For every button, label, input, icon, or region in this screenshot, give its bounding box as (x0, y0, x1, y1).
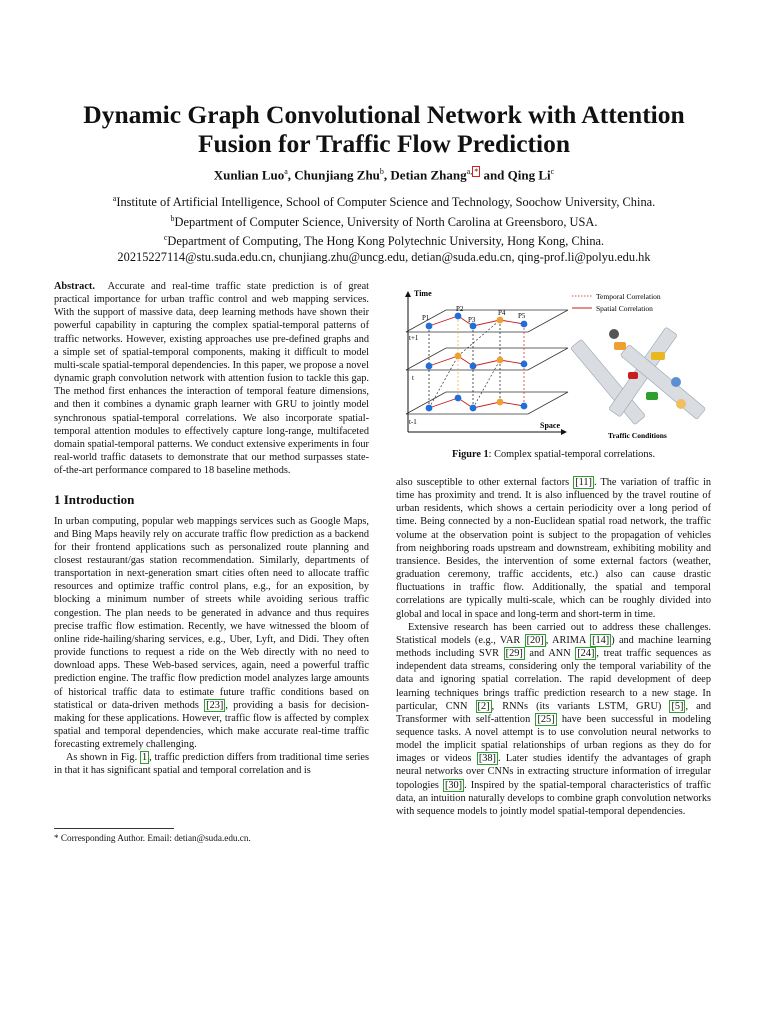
right-p2-text-10: . Inspired by the spatial-temporal characteristics of traffic data, an intuition naturally develops to combine graph convolution networks with sequence models to jointly model spatial-temporal dependencies. (396, 779, 711, 817)
node (521, 403, 528, 410)
author-emails: 20215227114@stu.suda.edu.cn, chunjiang.zhu@uncg.edu, detian@suda.edu.cn, qing-prof.li@polyu.edu.hk (117, 249, 651, 264)
author-and: and (483, 167, 505, 183)
warning-icon (609, 329, 619, 339)
citation-link[interactable]: [14] (592, 634, 610, 646)
node (497, 357, 504, 364)
author-4-sup: c (550, 167, 555, 176)
figure-1-caption (396, 448, 711, 461)
node (521, 321, 528, 328)
paper-title (40, 100, 728, 158)
node (455, 353, 462, 360)
legend-spatial-label: Spatial Correlation (596, 304, 653, 313)
author-3-sup-text: a, (466, 167, 473, 176)
figure-reference-link[interactable]: 1 (141, 752, 148, 764)
author-4: Qing Li (507, 167, 551, 183)
figure-1-caption-text: : Complex spatial-temporal correlations. (488, 449, 656, 460)
bus-icon (651, 352, 665, 360)
point-label-p2: P2 (456, 305, 464, 313)
affiliation-b-text: Department of Computer Science, University of North Carolina at Greensboro, USA. (174, 214, 598, 229)
node (426, 323, 433, 330)
abstract-text: Accurate and real-time traffic state prediction is of great practical importance for urban traffic control and web mapping services. With the support of massive data, deep learning methods have shown their powerful capability in capturing the complex spatial-temporal patterns of traffic networks. However, existing approaches use pre-defined graphs and a simple set of spatial-temporal components, making it difficult to model multi-scale spatial-temporal dependencies. In this paper, we propose a novel dynamic graph convolution network with attention fusion to tackle this gap. The method first enhances the interaction of temporal feature dimensions, and then it combines a dynamic graph learner with GRU to jointly model synchronous spatial-temporal correlations. We also incorporate spatial-temporal attention modules to effectively capture long-range, multifaceted domain spatial-temporal patterns. We conduct extensive experiments in four real-world traffic datasets to demonstrate that our method surpasses state-of-the-art performance compared to 18 baseline methods. (54, 281, 369, 477)
affiliation-c-text: Department of Computing, The Hong Kong Polytechnic University, Hong Kong, China. (167, 234, 605, 249)
citation-link[interactable]: [5] (671, 700, 684, 712)
title-line-1: Dynamic Graph Convolutional Network with Attention (83, 100, 685, 129)
right-p2-text-7: , and Transformer with self-attention (396, 700, 711, 725)
citation-link[interactable]: [25] (537, 713, 555, 725)
right-paragraph-2 (396, 621, 711, 818)
affiliation-b-sup: b (170, 213, 175, 223)
citation-link[interactable]: [20] (526, 634, 544, 646)
figure-1-caption-label: Figure 1 (451, 449, 489, 460)
affiliation-b (40, 211, 728, 231)
rain-icon (671, 377, 681, 387)
node (521, 361, 528, 368)
right-p2-text-6: , RNNs (its variants LSTM, GRU) (491, 700, 670, 712)
right-p2-text-9: . Later studies identify the advantages of graph neural networks over CNNs in extracting structure information of irregular topologies (396, 753, 711, 791)
cross-layer-links (429, 320, 500, 408)
layer-label-t-minus-1: t-1 (409, 418, 417, 426)
footnote: * Corresponding Author. Email: detian@suda.edu.cn. (54, 833, 251, 843)
node (426, 405, 433, 412)
intro-p1-text-1: In urban computing, popular web mappings services such as Google Maps, and Bing Maps heavily rely on accurate traffic flow prediction as a backend for their frontend applications such as personalized route planning and closest restaurant/gas station recommendation. Similarly, departments of transportation in next-generation smart cities often need to allocate traffic resources and optimize traffic control plans, e.g., for an exposition, by blocking a minimum number of streets while avoiding serious traffic congestion. The plan needs to be generated in advance and thus requires precise traffic flow estimation. Recently, we have witnessed the bloom of online ride-hailing/sharing services, e.g., Uber, Lyft, and Didi. They often provide functions to request a ride on the Web directly with no need to download apps. These Web-based services, again, need a powerful traffic prediction engine. The traffic flow prediction model analyzes large amounts of historical traffic data to estimate future traffic conditions based on statistical or data-driven methods (54, 515, 369, 711)
author-list: Xunlian Luo$^a$, Chunjiang Zhu$^b$, Detian Zhang$^{a, *}$ and Qing Li$^c$ (213, 167, 555, 183)
affiliation-c-sup: c (163, 233, 168, 243)
layer-label-t: t (412, 374, 414, 382)
affiliation-a-text: Institute of Artificial Intelligence, School of Computer Science and Technology, Soochow University, China. (116, 195, 656, 210)
right-paragraph-1 (396, 476, 711, 621)
affiliations (40, 191, 728, 265)
right-p2-text-4: and ANN (524, 648, 576, 660)
right-p2-text-3: ) and machine learning methods including SVR (396, 634, 711, 660)
point-label-p1: P1 (422, 314, 430, 322)
affiliation-a-sup: a (112, 194, 117, 203)
layer-label-t-plus-1: t+1 (409, 334, 419, 342)
spatial-edges (429, 316, 524, 408)
node (455, 313, 462, 320)
figure-1 (396, 282, 711, 442)
right-p1-text-1: also susceptible to other external factors (396, 477, 574, 488)
point-label-p5: P5 (518, 312, 526, 320)
citation-link[interactable]: [24] (577, 648, 595, 660)
citation-link[interactable]: [2] (477, 700, 490, 712)
author-2: Chunjiang Zhu (294, 167, 380, 183)
legend-temporal-label: Temporal Correlation (596, 292, 661, 301)
car-icon (628, 372, 638, 379)
footnote-divider (54, 828, 174, 829)
affiliation-a (40, 191, 728, 211)
citation-link[interactable]: [11] (575, 477, 592, 488)
person-icon (676, 399, 686, 409)
point-label-p3: P3 (468, 316, 476, 324)
traffic-conditions-label: Traffic Conditions (608, 431, 667, 440)
space-axis-label: Space (540, 421, 560, 430)
point-label-p4: P4 (498, 309, 506, 317)
node (470, 405, 477, 412)
right-p2-text-8: have been successful in modeling sequence tasks. A novel attempt is to use convolution neural networks to model the implicit spatial relationships of urban regions as they do for images or videos (396, 713, 711, 765)
figure-1-graphic (396, 282, 711, 442)
author-2-sup: b (379, 167, 384, 176)
intro-p1-text-2: , providing a basis for decision-making for these applications. However, traffic flow is affected by complex spatial and temporal dependencies, which make accurate real-time traffic forecasting extremely challenging. (54, 699, 370, 751)
left-column (54, 280, 369, 778)
title-line-2: Fusion for Traffic Flow Prediction (197, 129, 571, 158)
citation-link[interactable]: [29] (505, 648, 523, 660)
intro-paragraph-1 (54, 515, 369, 752)
abstract-label: Abstract. (54, 281, 95, 292)
citation-link[interactable]: [23] (206, 699, 224, 711)
right-p1-text-2: . The variation of traffic in time has proximity and trend. It is also influenced by the travel routine of urban residents, which shows a certain periodicity over a long period of time. Being connected by a non-Euclidean spatial road network, the traffic volume at the observation point is subject to the propagation of vehicles from neighboring roads upstream and downstream, exhibiting mobility and transience. Besides, the intervention of some external factors (weather, graduation ceremony, traffic accidents, etc.) also can cause drastic fluctuations in traffic flow. Additionally, the spatial and temporal correlations are typically multi-scale, which can be roughly divided into global and local in space and long-term and short-term in time. (396, 477, 711, 620)
car-icon (614, 342, 626, 350)
abstract (54, 280, 369, 477)
citation-link[interactable]: [30] (444, 779, 463, 791)
node (497, 399, 504, 406)
author-1-sup: a (284, 167, 288, 176)
author-3-sup (467, 166, 481, 177)
author-3: Detian Zhang (390, 167, 467, 183)
time-axis-label: Time (414, 289, 432, 298)
traffic-conditions-illustration (570, 327, 705, 440)
intro-p2-text-1: As shown in Fig. (66, 752, 140, 764)
affiliation-c (40, 230, 728, 250)
car-icon (646, 392, 658, 400)
node (426, 363, 433, 370)
right-column (396, 476, 711, 818)
node (497, 317, 504, 324)
intro-p2-text-2: , traffic prediction differs from traditional time series in that it has significant spatial and temporal correlation and is (54, 752, 370, 777)
node (455, 395, 462, 402)
section-1-heading: 1 Introduction (54, 492, 135, 508)
right-p2-text-5: , treat traffic sequences as independent data streams, considering only the temporal variability of the data and ignoring spatial correlation. The rapid development of deep learning techniques brings traffic prediction research to a new stage. In particular, CNN (396, 648, 711, 712)
right-p2-text-1: Extensive research has been carried out to address these challenges. Statistical models (e.g., VAR (396, 621, 711, 646)
node (470, 363, 477, 370)
intro-paragraph-2 (54, 751, 369, 777)
citation-link[interactable]: [38] (478, 753, 496, 765)
right-p2-text-2: , ARIMA (545, 634, 591, 646)
author-1: Xunlian Luo (213, 167, 285, 183)
corresponding-author-link[interactable]: * (474, 167, 479, 176)
